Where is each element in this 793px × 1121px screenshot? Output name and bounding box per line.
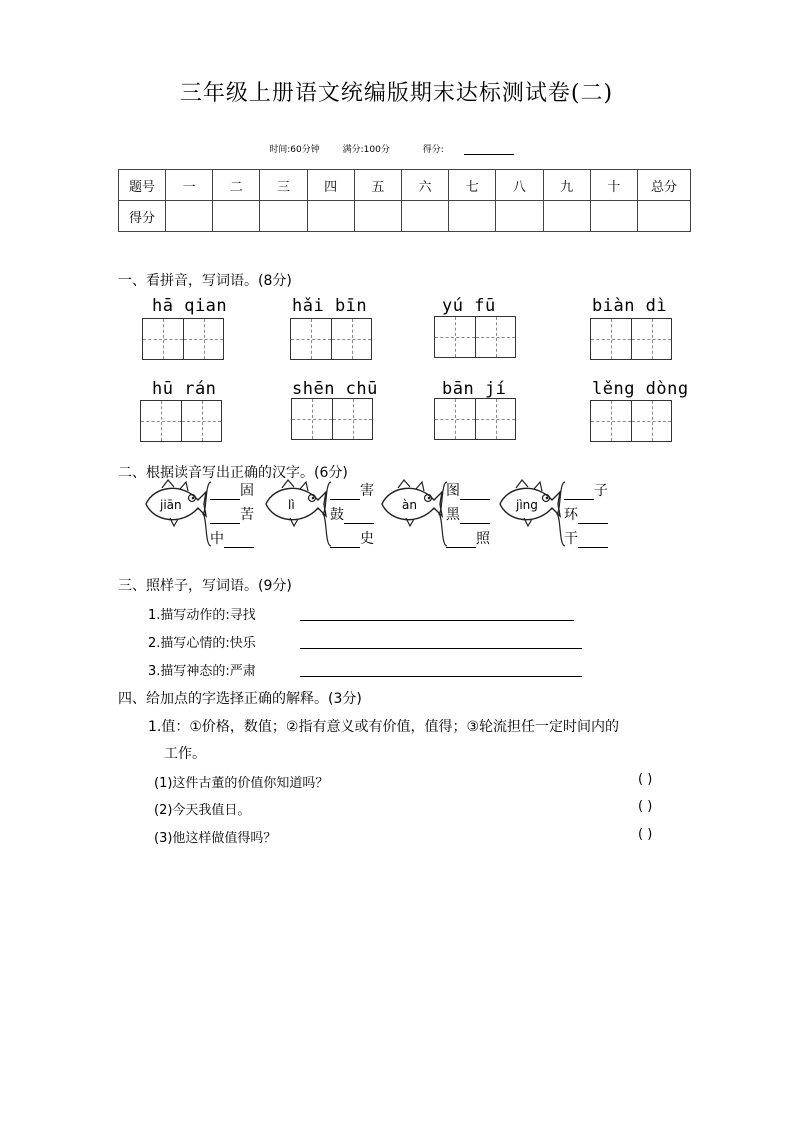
question-text: (2)今天我值日。 <box>154 803 251 818</box>
table-cell: 十 <box>590 170 637 201</box>
word-char: 史 <box>360 531 374 547</box>
writing-grid[interactable] <box>142 318 224 360</box>
definition-text: 工作。 <box>164 746 206 762</box>
section2-heading: 二、根据读音写出正确的汉字。(6分) <box>118 465 348 481</box>
answer-line[interactable] <box>300 675 582 677</box>
answer-blank[interactable] <box>344 509 374 524</box>
score-cell[interactable] <box>354 201 401 232</box>
definition-text: 1.值：①价格，数值；②指有意义或有价值，值得；③轮流担任一定时间内的 <box>148 719 620 735</box>
table-cell: 三 <box>260 170 307 201</box>
answer-blank[interactable] <box>446 533 476 548</box>
word-char: 鼓 <box>330 507 344 523</box>
word-char: 环 <box>564 507 578 523</box>
score-label-wrap <box>413 145 524 155</box>
word-char: 苦 <box>240 507 254 523</box>
exam-meta <box>0 142 793 155</box>
section1-heading: 一、看拼音，写词语。(8分) <box>118 273 292 289</box>
pinyin-label: hǎi bīn <box>292 296 368 316</box>
answer-blank[interactable] <box>578 509 608 524</box>
score-cell[interactable] <box>213 201 260 232</box>
table-cell: 五 <box>354 170 401 201</box>
word-char: 子 <box>594 483 608 499</box>
score-cell[interactable] <box>638 201 691 232</box>
answer-line[interactable] <box>300 647 582 649</box>
time-limit: 时间:60分钟 <box>269 145 320 155</box>
score-table-score-row <box>119 201 691 232</box>
pinyin-label: yú fū <box>442 296 496 316</box>
fish-pinyin: jiān <box>160 498 182 512</box>
answer-blank[interactable] <box>224 533 254 548</box>
question-text: (3)他这样做值得吗？ <box>154 831 277 846</box>
answer-blank[interactable] <box>460 485 490 500</box>
answer-paren[interactable]: ( ) <box>638 772 653 787</box>
answer-blank[interactable] <box>460 509 490 524</box>
score-cell[interactable] <box>307 201 354 232</box>
pinyin-label: bān jí <box>442 379 507 399</box>
answer-blank[interactable] <box>210 509 240 524</box>
writing-grid[interactable] <box>290 318 372 360</box>
answer-blank[interactable] <box>210 485 240 500</box>
answer-blank[interactable] <box>564 485 594 500</box>
writing-grid[interactable] <box>590 400 672 442</box>
fish-pinyin: àn <box>402 498 417 512</box>
score-table-header-row <box>119 170 691 201</box>
score-cell[interactable] <box>543 201 590 232</box>
table-cell: 六 <box>401 170 448 201</box>
word-char: 照 <box>476 531 490 547</box>
pinyin-label: hū rán <box>152 379 217 399</box>
table-cell: 一 <box>166 170 213 201</box>
score-blank[interactable] <box>464 145 514 155</box>
table-cell: 二 <box>213 170 260 201</box>
writing-grid[interactable] <box>434 316 516 358</box>
score-cell[interactable] <box>590 201 637 232</box>
section4-heading: 四、给加点的字选择正确的解释。(3分) <box>118 691 362 707</box>
table-cell: 四 <box>307 170 354 201</box>
table-cell: 得分 <box>119 201 166 232</box>
table-cell: 总分 <box>638 170 691 201</box>
score-cell[interactable] <box>496 201 543 232</box>
score-cell[interactable] <box>260 201 307 232</box>
score-cell[interactable] <box>449 201 496 232</box>
writing-grid[interactable] <box>140 400 222 442</box>
writing-grid[interactable] <box>434 398 516 440</box>
question-text: (1)这件古董的价值你知道吗？ <box>154 776 329 791</box>
word-char: 干 <box>564 531 578 547</box>
pinyin-label: hā qian <box>152 296 228 316</box>
table-cell: 九 <box>543 170 590 201</box>
section3-heading: 三、照样子，写词语。(9分) <box>118 578 292 594</box>
answer-paren[interactable]: ( ) <box>638 799 653 814</box>
writing-grid[interactable] <box>291 398 373 440</box>
full-marks: 满分:100分 <box>342 145 390 155</box>
question-text: 3.描写神态的:严肃 <box>148 664 256 679</box>
question-text: 2.描写心情的:快乐 <box>148 636 256 651</box>
word-char: 固 <box>240 483 254 499</box>
answer-paren[interactable]: ( ) <box>638 827 653 842</box>
pinyin-label: biàn dì <box>592 296 668 316</box>
pinyin-label: shēn chū <box>292 379 378 399</box>
table-cell: 七 <box>449 170 496 201</box>
score-cell[interactable] <box>401 201 448 232</box>
score-cell[interactable] <box>166 201 213 232</box>
score-table <box>118 169 691 232</box>
word-char: 中 <box>210 531 224 547</box>
fish-pinyin: lì <box>288 498 295 512</box>
question-text: 1.描写动作的:寻找 <box>148 608 256 623</box>
fish-pinyin: jìng <box>516 498 538 512</box>
score-label: 得分: <box>422 145 444 155</box>
word-char: 害 <box>360 483 374 499</box>
answer-blank[interactable] <box>578 533 608 548</box>
answer-blank[interactable] <box>330 533 360 548</box>
table-cell: 八 <box>496 170 543 201</box>
writing-grid[interactable] <box>590 318 672 360</box>
table-cell: 题号 <box>119 170 166 201</box>
answer-blank[interactable] <box>330 485 360 500</box>
pinyin-label: lěng dòng <box>592 379 689 399</box>
fish-icon <box>262 478 328 530</box>
page-title: 三年级上册语文统编版期末达标测试卷(二) <box>179 81 614 106</box>
answer-line[interactable] <box>300 619 574 621</box>
word-char: 图 <box>446 483 460 499</box>
word-char: 黑 <box>446 507 460 523</box>
